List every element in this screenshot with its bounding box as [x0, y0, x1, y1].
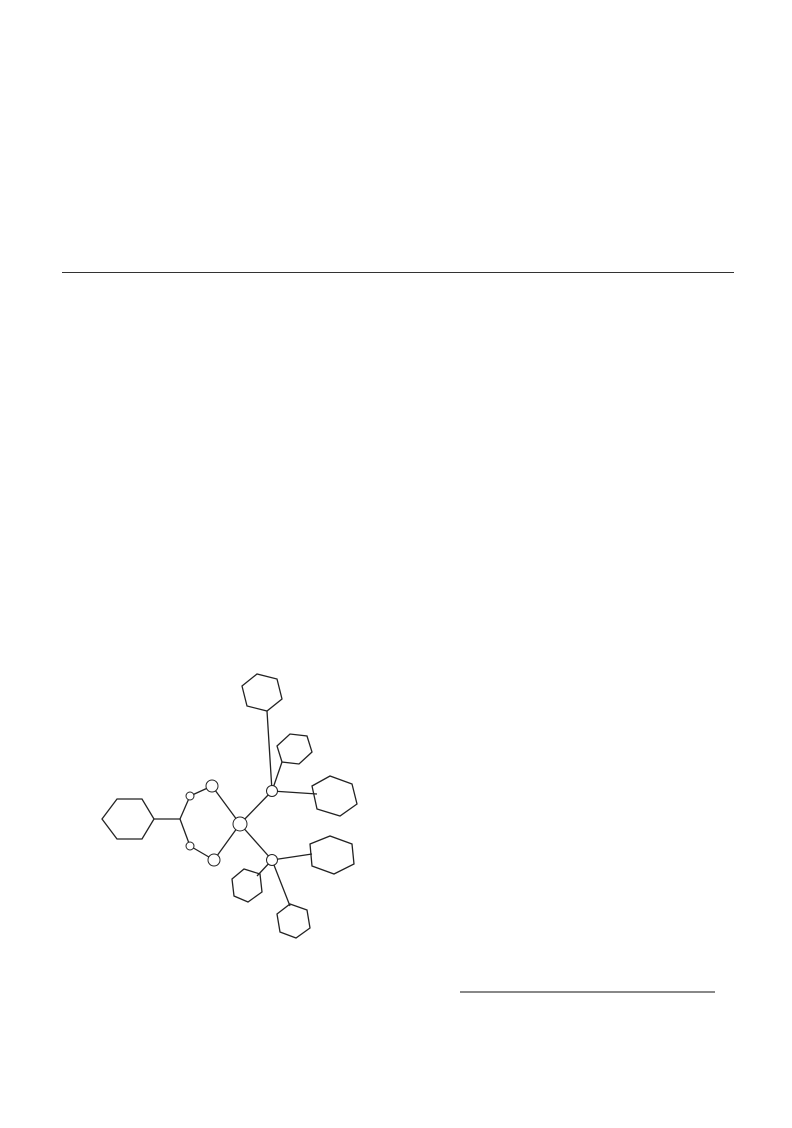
phenyl-ring-left: [102, 799, 154, 839]
download-sidebar: [4, 230, 16, 950]
phenyl-ring-bottom: [277, 904, 310, 938]
phenyl-ring-lower-left: [232, 869, 262, 902]
figure2-esr-spectra: [410, 822, 732, 1022]
phenyl-ring-top: [242, 674, 282, 711]
phenyl-ring-right: [312, 776, 357, 816]
phenyl-ring-mid: [277, 734, 312, 764]
phenyl-ring-right-low: [310, 836, 354, 874]
figure1-structure: [62, 664, 390, 952]
divider: [62, 272, 734, 273]
